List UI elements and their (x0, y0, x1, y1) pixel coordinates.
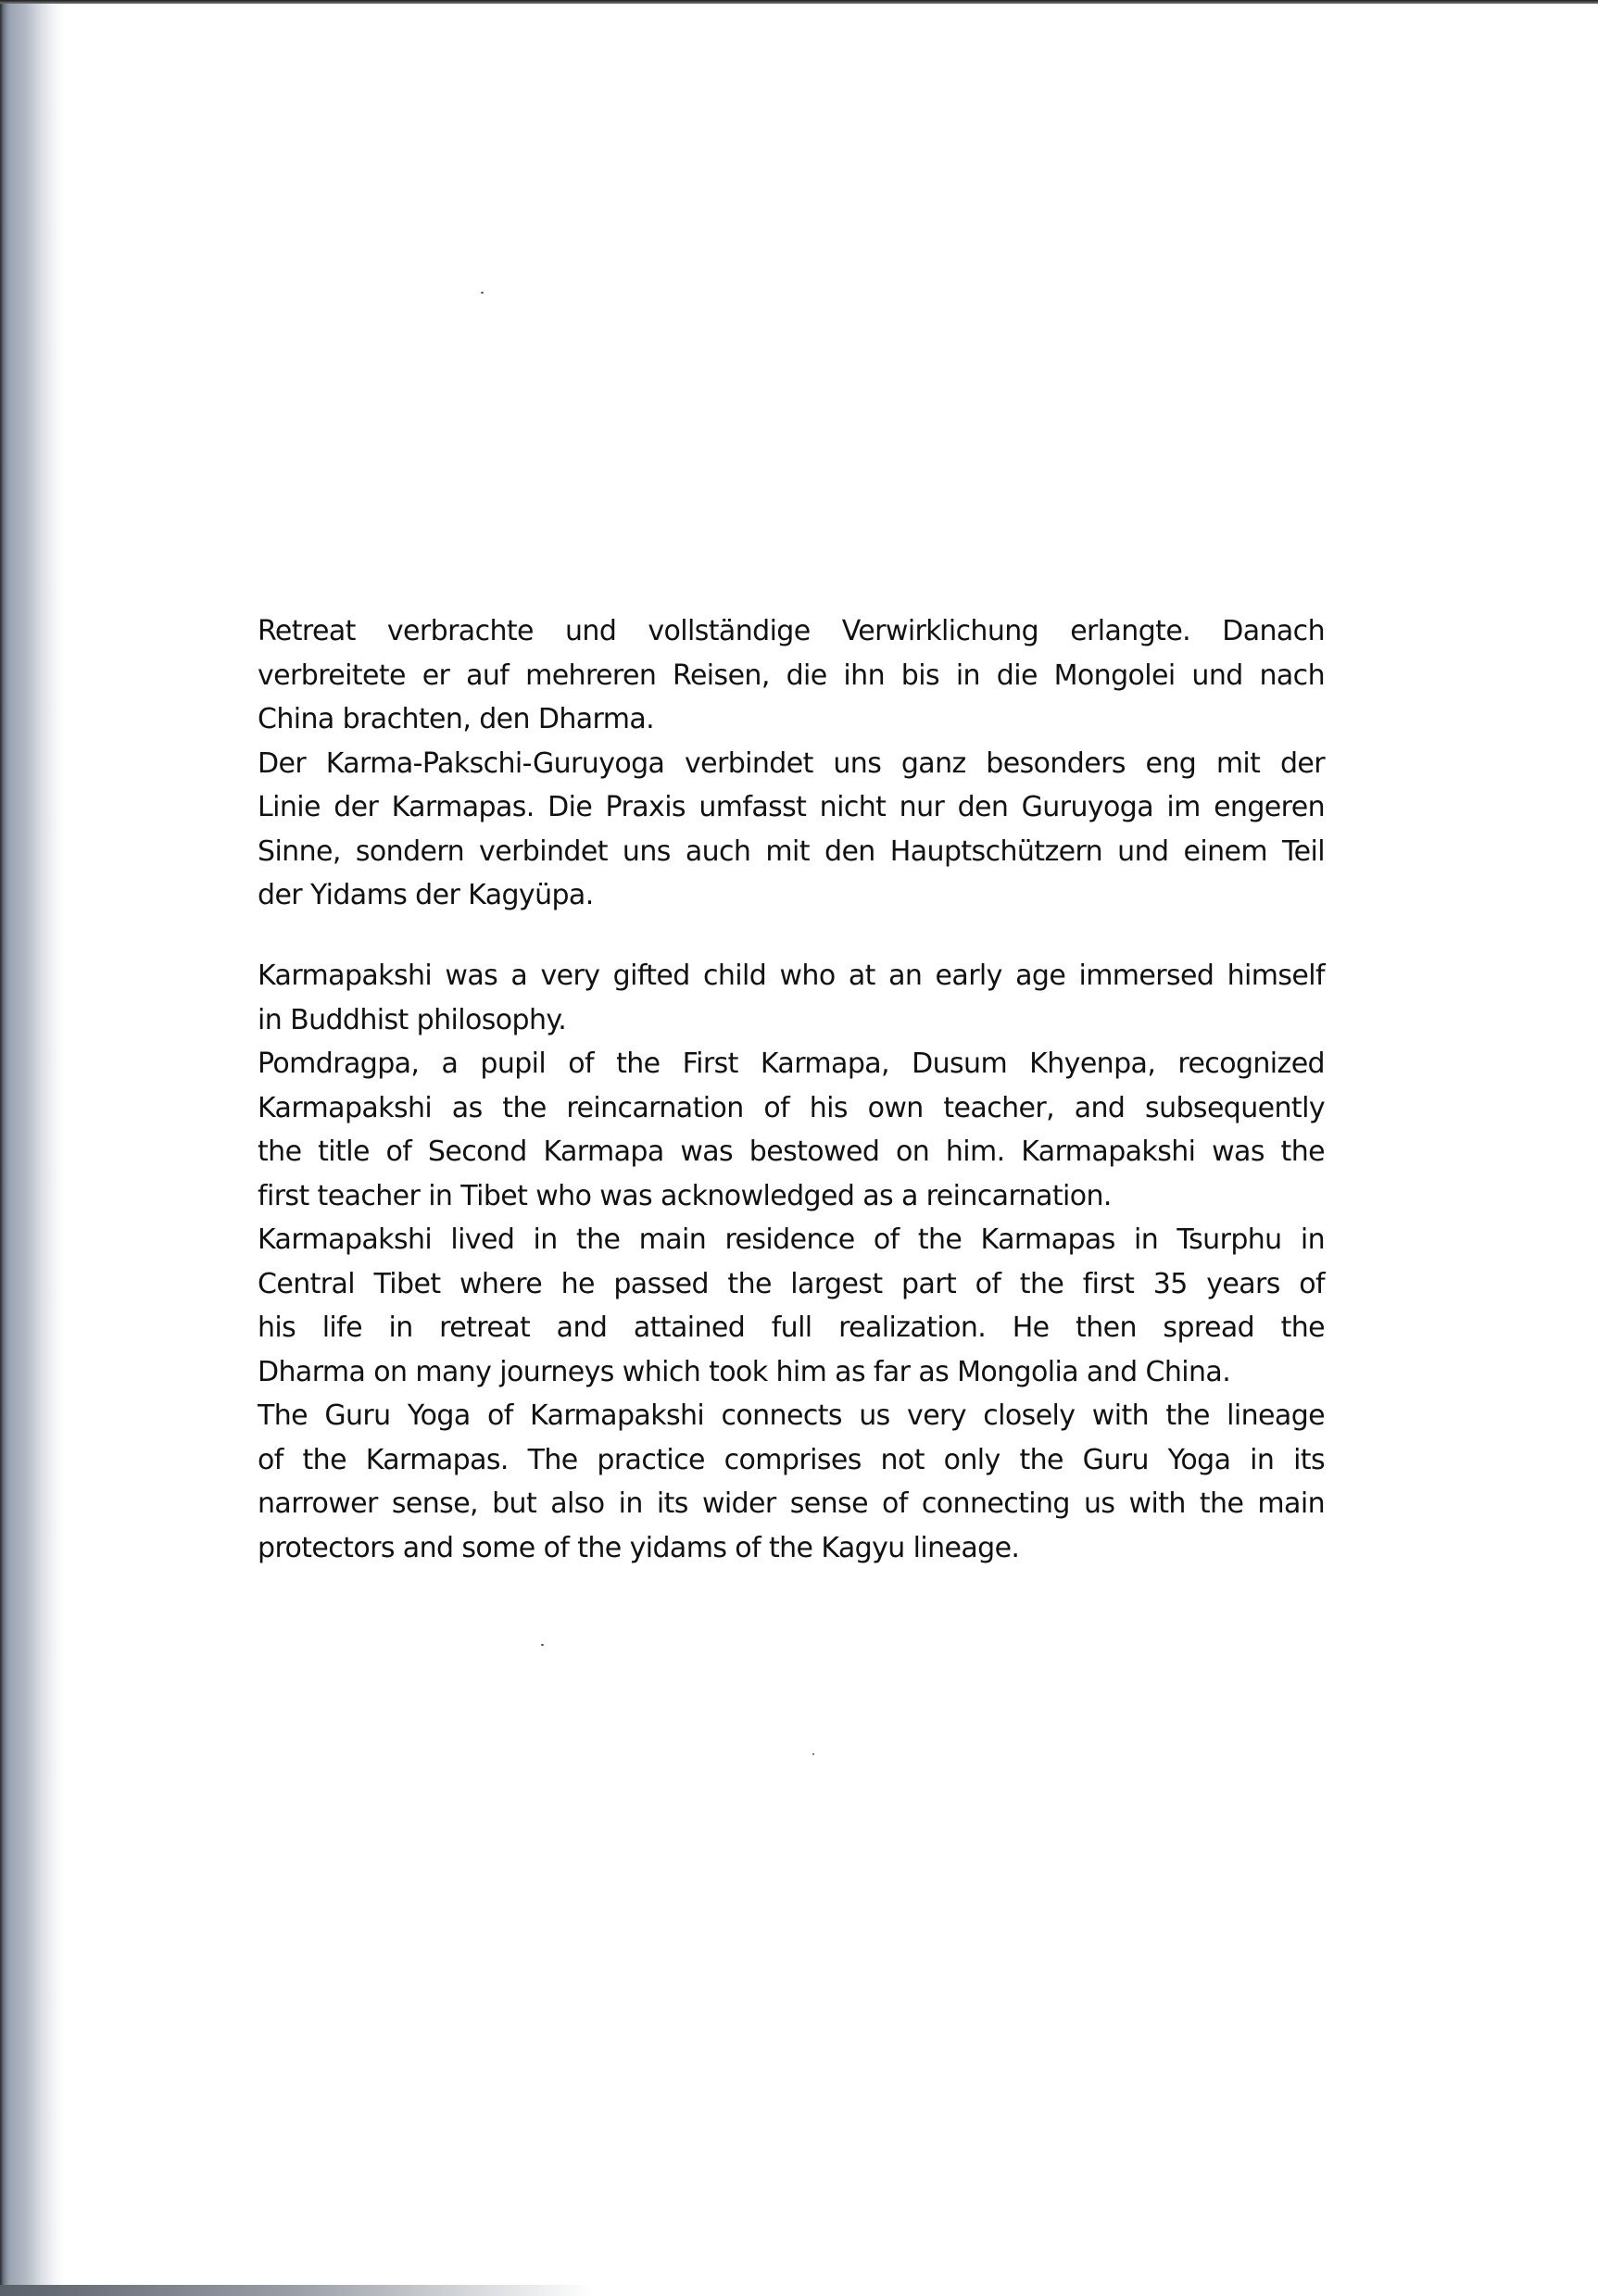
text-line: Retreat verbrachte und vollständige Verwirklichung erlangte. Danach (258, 615, 1325, 647)
text-line: The Guru Yoga of Karmapakshi connects us very closely with the lineage (258, 1399, 1325, 1432)
text-line: protectors and some of the yidams of the Kagyu lineage. (258, 1531, 1020, 1564)
scan-speck (812, 1753, 814, 1755)
text-line: Linie der Karmapas. Die Praxis umfasst nicht nur den Guruyoga im engeren (258, 791, 1325, 823)
text-line: of the Karmapas. The practice comprises not only the Guru Yoga in its (258, 1443, 1325, 1476)
text-line: Sinne, sondern verbindet uns auch mit den Hauptschützern und einem Teil (258, 834, 1325, 868)
scan-bottom-edge (0, 2285, 593, 2296)
text-line: his life in retreat and attained full realization. He then spread the (258, 1311, 1325, 1344)
text-line: Pomdragpa, a pupil of the First Karmapa, Dusum Khyenpa, recognized (258, 1048, 1325, 1080)
german-paragraph (258, 742, 1325, 918)
german-text-block (258, 609, 1325, 918)
english-paragraph (258, 954, 1325, 1042)
text-line: Karmapakshi as the reincarnation of his own teacher, and subsequently (258, 1091, 1325, 1124)
text-line: narrower sense, but also in its wider sense of connecting us with the main (258, 1487, 1325, 1520)
text-line: Karmapakshi lived in the main residence of the Karmapas in Tsurphu in (258, 1223, 1325, 1256)
text-line: verbreitete er auf mehreren Reisen, die ihn bis in die Mongolei und nach (258, 659, 1325, 692)
english-text-block (258, 954, 1325, 1570)
text-line: in Buddhist philosophy. (258, 1003, 567, 1036)
scan-left-edge-shadow (0, 0, 65, 2296)
text-line: Dharma on many journeys which took him as far as Mongolia and China. (258, 1355, 1231, 1388)
scan-speck (481, 292, 484, 294)
text-line: the title of Second Karmapa was bestowed on him. Karmapakshi was the (258, 1135, 1325, 1168)
text-line: Karmapakshi was a very gifted child who at an early age immersed himself (258, 960, 1325, 992)
text-line: Der Karma-Pakschi-Guruyoga verbindet uns ganz besonders eng mit der (258, 747, 1325, 780)
text-line: China brachten, den Dharma. (258, 703, 655, 735)
scan-top-edge (0, 0, 1598, 4)
english-paragraph (258, 1394, 1325, 1570)
text-line: Central Tibet where he passed the largest part of the first 35 years of (258, 1267, 1325, 1300)
text-line: der Yidams der Kagyüpa. (258, 879, 594, 911)
english-paragraph (258, 1218, 1325, 1394)
english-paragraph (258, 1042, 1325, 1218)
scan-speck (541, 1644, 544, 1646)
text-line: first teacher in Tibet who was acknowledged as a reincarnation. (258, 1179, 1112, 1212)
german-paragraph (258, 609, 1325, 742)
